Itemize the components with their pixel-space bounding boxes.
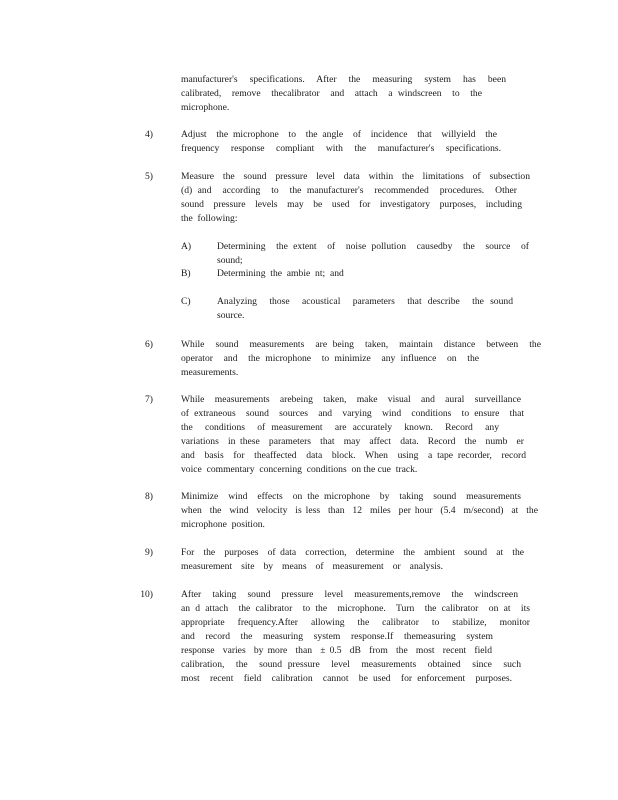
item-line: the conditions of measurement are accurately known. Record any — [181, 422, 499, 433]
item-line: response varies by more than ± 0.5 dB from the most recent field — [181, 645, 492, 656]
item-line: Measure the sound pressure level data within the limitations of subsection — [181, 171, 530, 182]
item-line: the following: — [181, 213, 238, 224]
subitem-letter: B) — [181, 268, 191, 279]
subitem-letter: A) — [181, 241, 192, 252]
item-line: sound pressure levels may be used for investigatory purposes, including — [181, 199, 522, 210]
item-line: measurement site by means of measurement or analysis. — [181, 561, 443, 572]
subitem-letter: C) — [181, 296, 191, 307]
intro-line: microphone. — [181, 102, 230, 113]
item-line: voice commentary concerning conditions on the cue track. — [181, 464, 418, 475]
item-line: Adjust the microphone to the angle of incidence that willyield the — [181, 129, 497, 140]
item-line: when the wind velocity is less than 12 miles per hour (5.4 m/second) at the — [181, 505, 538, 516]
item-line: an d attach the calibrator to the microphone. Turn the calibrator on at its — [181, 603, 530, 614]
item-number: 10) — [140, 589, 153, 600]
item-line: calibration, the sound pressure level measurements obtained since such — [181, 659, 521, 670]
item-line: measurements. — [181, 367, 239, 378]
item-line: After taking sound pressure level measurements,remove the windscreen — [181, 589, 518, 600]
item-line: variations in these parameters that may affect data. Record the numb er — [181, 436, 524, 447]
intro-line: calibrated, remove thecalibrator and attach a windscreen to the — [181, 88, 482, 99]
subitem-line: Determining the extent of noise pollution causedby the source of — [217, 241, 529, 252]
item-line: and basis for theaffected data block. When using a tape recorder, record — [181, 450, 526, 461]
item-line: (d) and according to the manufacturer's recommended procedures. Other — [181, 185, 517, 196]
item-number: 4) — [145, 129, 153, 140]
item-line: operator and the microphone to minimize any influence on the — [181, 353, 479, 364]
item-number: 7) — [145, 394, 153, 405]
item-number: 5) — [145, 171, 153, 182]
subitem-line: sound; — [217, 255, 243, 266]
item-number: 8) — [145, 491, 153, 502]
item-line: While measurements arebeing taken, make visual and aural surveillance — [181, 394, 521, 405]
item-line: and record the measuring system response.If themeasuring system — [181, 631, 493, 642]
subitem-line: Analyzing those acoustical parameters that describe the sound — [217, 296, 513, 307]
item-number: 9) — [145, 547, 153, 558]
subitem-line: source. — [217, 310, 245, 321]
item-number: 6) — [145, 339, 153, 350]
item-line: For the purposes of data correction, determine the ambient sound at the — [181, 547, 524, 558]
item-line: appropriate frequency.After allowing the calibrator to stabilize, monitor — [181, 617, 530, 628]
item-line: frequency response compliant with the manufacturer's specifications. — [181, 143, 501, 154]
item-line: Minimize wind effects on the microphone by taking sound measurements — [181, 491, 521, 502]
item-line: of extraneous sound sources and varying wind conditions to ensure that — [181, 408, 524, 419]
item-line: most recent field calibration cannot be used for enforcement purposes. — [181, 673, 512, 684]
subitem-line: Determining the ambie nt; and — [217, 268, 344, 279]
intro-line: manufacturer's specifications. After the measuring system has been — [181, 74, 506, 85]
item-line: While sound measurements are being taken, maintain distance between the — [181, 339, 541, 350]
item-line: microphone position. — [181, 519, 265, 530]
